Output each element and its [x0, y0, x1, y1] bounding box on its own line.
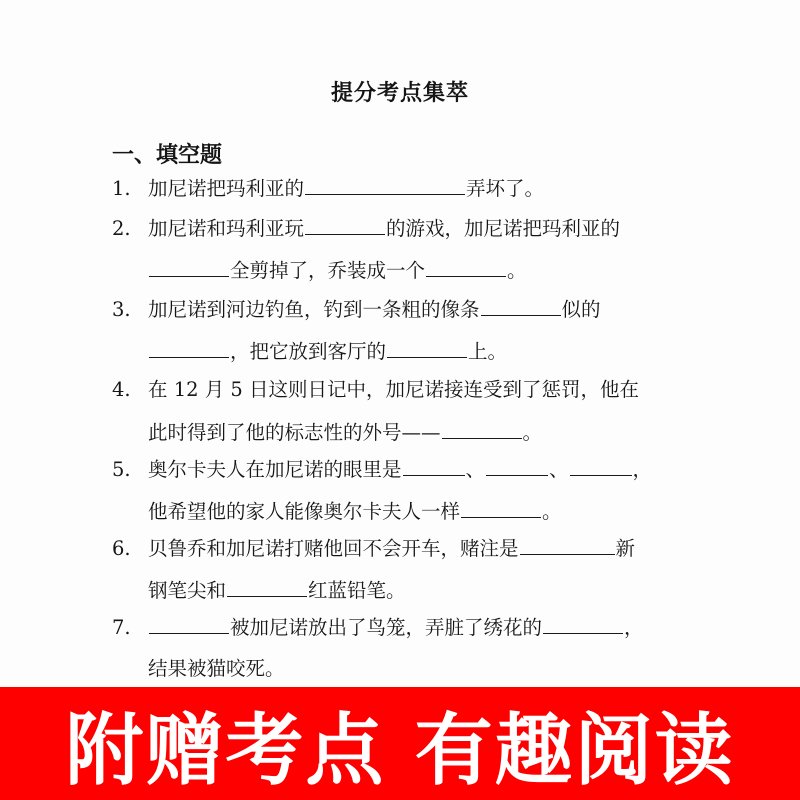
- question-text: 加尼诺到河边钓鱼，钓到一条粗的像条: [148, 298, 480, 321]
- question-number: 6.: [112, 537, 131, 560]
- answer-blank[interactable]: [426, 258, 506, 277]
- question-text: ，把它放到客厅的: [230, 340, 387, 363]
- question-item: [112, 378, 639, 402]
- question-text: 、: [549, 458, 569, 481]
- question-text: 他希望他的家人能像奥尔卡夫人一样: [148, 500, 461, 523]
- question-number: 1.: [112, 177, 131, 200]
- answer-blank[interactable]: [570, 457, 632, 476]
- question-continuation: [148, 258, 527, 283]
- question-number: 5.: [112, 458, 131, 481]
- question-item: [112, 615, 644, 640]
- question-text: 此时得到了他的标志性的外号——: [148, 421, 441, 444]
- answer-blank[interactable]: [442, 420, 522, 439]
- question-text: 、: [465, 458, 486, 481]
- question-continuation: [148, 339, 507, 364]
- question-text: 贝鲁乔和加尼诺打赌他回不会开车，赌注是: [148, 537, 519, 560]
- question-text: 奥尔卡夫人在加尼诺的眼里是: [148, 458, 402, 481]
- question-number: 7.: [112, 616, 131, 639]
- question-text: 被加尼诺放出了鸟笼，弄脏了绣花的: [230, 616, 543, 639]
- question-text: 在 12 月 5 日这则日记中，加尼诺接连受到了惩罚，他在: [148, 378, 640, 401]
- question-continuation: [148, 578, 406, 603]
- question-continuation: [148, 499, 562, 524]
- question-text: 。: [542, 500, 562, 523]
- answer-blank[interactable]: [543, 615, 623, 634]
- question-text: 加尼诺和玛利亚玩: [148, 217, 305, 240]
- answer-blank[interactable]: [305, 216, 385, 235]
- question-number: 3.: [112, 298, 131, 321]
- question-text: ，: [624, 616, 644, 639]
- question-item: [112, 216, 620, 241]
- question-text: 新: [615, 537, 636, 560]
- answer-blank[interactable]: [149, 258, 229, 277]
- promo-banner-text: 附赠考点 有趣阅读: [65, 705, 735, 796]
- answer-blank[interactable]: [227, 578, 307, 597]
- question-continuation: [148, 420, 542, 445]
- answer-blank[interactable]: [305, 176, 465, 195]
- question-continuation: [148, 657, 285, 681]
- question-text: 。: [507, 259, 527, 282]
- question-text: ，: [632, 458, 653, 481]
- question-item: [112, 176, 544, 201]
- question-item: [112, 457, 652, 482]
- question-text: 弄坏了。: [466, 177, 545, 200]
- answer-blank[interactable]: [486, 457, 548, 476]
- section-heading: 一、填空题: [112, 143, 223, 168]
- question-item: [112, 536, 635, 561]
- question-item: [112, 297, 601, 322]
- answer-blank[interactable]: [520, 536, 615, 555]
- question-text: 。: [522, 421, 543, 444]
- question-text: 结果被猫咬死。: [148, 657, 285, 680]
- question-number: 4.: [112, 378, 131, 401]
- question-text: 的游戏，加尼诺把玛利亚的: [386, 217, 621, 240]
- answer-blank[interactable]: [461, 499, 541, 518]
- question-text: 加尼诺把玛利亚的: [148, 177, 305, 200]
- question-text: 钢笔尖和: [148, 579, 227, 602]
- answer-blank[interactable]: [149, 339, 229, 358]
- question-text: 红蓝铅笔。: [308, 579, 406, 602]
- answer-blank[interactable]: [387, 339, 467, 358]
- answer-blank[interactable]: [149, 615, 229, 634]
- question-number: 2.: [112, 217, 131, 240]
- question-text: 上。: [468, 340, 508, 363]
- answer-blank[interactable]: [481, 297, 561, 316]
- promo-banner: [0, 687, 800, 800]
- page-title: 提分考点集萃: [330, 81, 469, 106]
- question-text: 全剪掉了，乔装成一个: [230, 259, 426, 282]
- answer-blank[interactable]: [403, 457, 465, 476]
- question-text: 似的: [561, 298, 601, 321]
